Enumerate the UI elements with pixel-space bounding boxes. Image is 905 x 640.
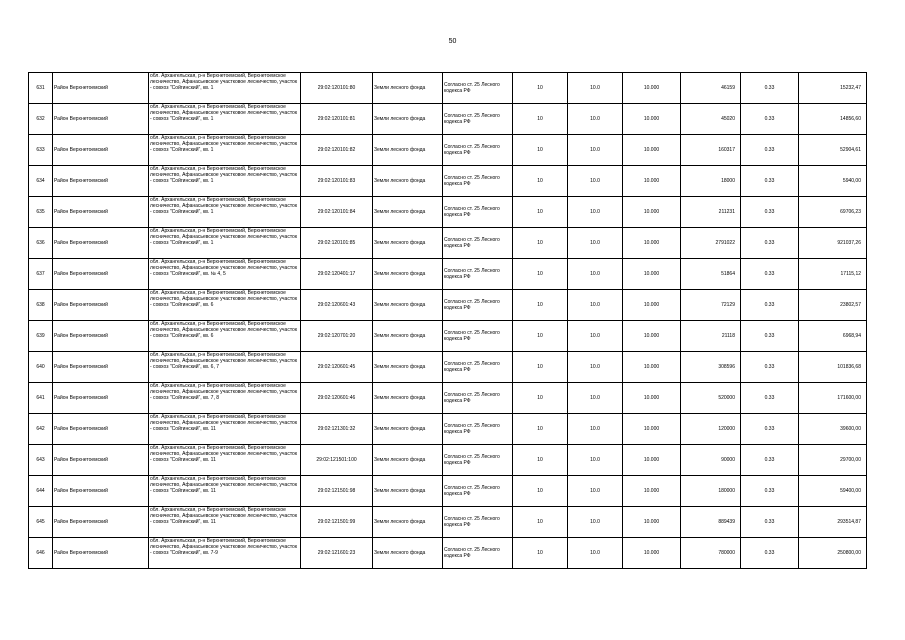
amount-cell: 5940,00 (799, 166, 867, 197)
table-row (29, 104, 867, 135)
value-cell-8: 10.0 (568, 321, 623, 352)
area-cell: 180000 (681, 476, 741, 507)
rate-cell: 0.33 (741, 166, 799, 197)
land-category-cell: Земли лесного фонда (373, 73, 443, 104)
value-cell-8: 10.0 (568, 414, 623, 445)
district-cell: Район Верхнетоемский (53, 290, 149, 321)
district-cell: Район Верхнетоемский (53, 538, 149, 569)
address-cell: обл. Архангельская, р-н Верхнетоемский, Верхнетоемское лесничество, Афанасьевское участковое лесничество, участок - совхоз "Сойгинский", кв. 7-9 (149, 538, 301, 569)
rate-cell: 0.33 (741, 228, 799, 259)
value-cell-9: 10.000 (623, 259, 681, 290)
value-cell-9: 10.000 (623, 414, 681, 445)
area-cell: 72129 (681, 290, 741, 321)
rate-cell: 0.33 (741, 476, 799, 507)
land-registry-table (28, 72, 867, 569)
rate-cell: 0.33 (741, 135, 799, 166)
row-number-cell: 645 (29, 507, 53, 538)
value-cell-7: 10 (513, 166, 568, 197)
legal-basis-cell: Согласно ст. 25 Лесного кодекса РФ (443, 166, 513, 197)
row-number-cell: 636 (29, 228, 53, 259)
cadastral-number-cell: 29:02:121501:98 (301, 476, 373, 507)
value-cell-7: 10 (513, 476, 568, 507)
amount-cell: 29700,00 (799, 445, 867, 476)
cadastral-number-cell: 29:02:120101:83 (301, 166, 373, 197)
value-cell-8: 10.0 (568, 507, 623, 538)
area-cell: 90000 (681, 445, 741, 476)
rate-cell: 0.33 (741, 414, 799, 445)
table-row (29, 228, 867, 259)
cadastral-number-cell: 29:02:121501:99 (301, 507, 373, 538)
cadastral-number-cell: 29:02:120101:81 (301, 104, 373, 135)
table-row (29, 290, 867, 321)
amount-cell: 39600,00 (799, 414, 867, 445)
row-number-cell: 640 (29, 352, 53, 383)
rate-cell: 0.33 (741, 197, 799, 228)
land-category-cell: Земли лесного фонда (373, 259, 443, 290)
district-cell: Район Верхнетоемский (53, 321, 149, 352)
district-cell: Район Верхнетоемский (53, 476, 149, 507)
address-cell: обл. Архангельская, р-н Верхнетоемский, Верхнетоемское лесничество, Афанасьевское участковое лесничество, участок - совхоз "Сойгинский", кв. 1 (149, 104, 301, 135)
address-cell: обл. Архангельская, р-н Верхнетоемский, Верхнетоемское лесничество, Афанасьевское участковое лесничество, участок - совхоз "Сойгинский", кв. 1 (149, 197, 301, 228)
row-number-cell: 637 (29, 259, 53, 290)
district-cell: Район Верхнетоемский (53, 383, 149, 414)
value-cell-9: 10.000 (623, 476, 681, 507)
district-cell: Район Верхнетоемский (53, 197, 149, 228)
value-cell-7: 10 (513, 383, 568, 414)
address-cell: обл. Архангельская, р-н Верхнетоемский, Верхнетоемское лесничество, Афанасьевское участковое лесничество, участок - совхоз "Сойгинский", кв. 6, 7 (149, 352, 301, 383)
table-row (29, 135, 867, 166)
row-number-cell: 634 (29, 166, 53, 197)
address-cell: обл. Архангельская, р-н Верхнетоемский, Верхнетоемское лесничество, Афанасьевское участковое лесничество, участок - совхоз "Сойгинский", кв. 6 (149, 321, 301, 352)
land-category-cell: Земли лесного фонда (373, 445, 443, 476)
table-row (29, 383, 867, 414)
address-cell: обл. Архангельская, р-н Верхнетоемский, Верхнетоемское лесничество, Афанасьевское участковое лесничество, участок - совхоз "Сойгинский", кв. 11 (149, 507, 301, 538)
value-cell-8: 10.0 (568, 445, 623, 476)
legal-basis-cell: Согласно ст. 25 Лесного кодекса РФ (443, 352, 513, 383)
address-cell: обл. Архангельская, р-н Верхнетоемский, Верхнетоемское лесничество, Афанасьевское участковое лесничество, участок - совхоз "Сойгинский", кв. 11 (149, 476, 301, 507)
value-cell-9: 10.000 (623, 507, 681, 538)
address-cell: обл. Архангельская, р-н Верхнетоемский, Верхнетоемское лесничество, Афанасьевское участковое лесничество, участок - совхоз "Сойгинский", кв. 11 (149, 445, 301, 476)
value-cell-8: 10.0 (568, 383, 623, 414)
district-cell: Район Верхнетоемский (53, 104, 149, 135)
legal-basis-cell: Согласно ст. 25 Лесного кодекса РФ (443, 104, 513, 135)
cadastral-number-cell: 29:02:121301:32 (301, 414, 373, 445)
legal-basis-cell: Согласно ст. 25 Лесного кодекса РФ (443, 383, 513, 414)
cadastral-number-cell: 29:02:120601:43 (301, 290, 373, 321)
table-row (29, 414, 867, 445)
value-cell-7: 10 (513, 197, 568, 228)
row-number-cell: 642 (29, 414, 53, 445)
area-cell: 211231 (681, 197, 741, 228)
district-cell: Район Верхнетоемский (53, 73, 149, 104)
row-number-cell: 633 (29, 135, 53, 166)
cadastral-number-cell: 29:02:120101:80 (301, 73, 373, 104)
legal-basis-cell: Согласно ст. 25 Лесного кодекса РФ (443, 476, 513, 507)
row-number-cell: 631 (29, 73, 53, 104)
address-cell: обл. Архангельская, р-н Верхнетоемский, Верхнетоемское лесничество, Афанасьевское участковое лесничество, участок - совхоз "Сойгинский", кв. 7, 8 (149, 383, 301, 414)
district-cell: Район Верхнетоемский (53, 259, 149, 290)
address-cell: обл. Архангельская, р-н Верхнетоемский, Верхнетоемское лесничество, Афанасьевское участковое лесничество, участок - совхоз "Сойгинский", кв. 1 (149, 228, 301, 259)
area-cell: 160317 (681, 135, 741, 166)
value-cell-9: 10.000 (623, 538, 681, 569)
land-category-cell: Земли лесного фонда (373, 538, 443, 569)
value-cell-9: 10.000 (623, 290, 681, 321)
cadastral-number-cell: 29:02:120101:84 (301, 197, 373, 228)
value-cell-8: 10.0 (568, 476, 623, 507)
cadastral-number-cell: 29:02:120701:20 (301, 321, 373, 352)
land-category-cell: Земли лесного фонда (373, 321, 443, 352)
address-cell: обл. Архангельская, р-н Верхнетоемский, Верхнетоемское лесничество, Афанасьевское участковое лесничество, участок - совхоз "Сойгинский", кв. 1 (149, 166, 301, 197)
value-cell-7: 10 (513, 445, 568, 476)
cadastral-number-cell: 29:02:120601:45 (301, 352, 373, 383)
table-row (29, 166, 867, 197)
row-number-cell: 646 (29, 538, 53, 569)
table-row (29, 321, 867, 352)
value-cell-7: 10 (513, 414, 568, 445)
area-cell: 2791022 (681, 228, 741, 259)
rate-cell: 0.33 (741, 290, 799, 321)
rate-cell: 0.33 (741, 538, 799, 569)
value-cell-7: 10 (513, 135, 568, 166)
amount-cell: 171600,00 (799, 383, 867, 414)
area-cell: 120000 (681, 414, 741, 445)
value-cell-8: 10.0 (568, 259, 623, 290)
district-cell: Район Верхнетоемский (53, 414, 149, 445)
legal-basis-cell: Согласно ст. 25 Лесного кодекса РФ (443, 135, 513, 166)
legal-basis-cell: Согласно ст. 25 Лесного кодекса РФ (443, 197, 513, 228)
cadastral-number-cell: 29:02:121601:23 (301, 538, 373, 569)
district-cell: Район Верхнетоемский (53, 507, 149, 538)
address-cell: обл. Архангельская, р-н Верхнетоемский, Верхнетоемское лесничество, Афанасьевское участковое лесничество, участок - совхоз "Сойгинский", кв. 11 (149, 414, 301, 445)
land-category-cell: Земли лесного фонда (373, 507, 443, 538)
row-number-cell: 639 (29, 321, 53, 352)
rate-cell: 0.33 (741, 104, 799, 135)
value-cell-8: 10.0 (568, 197, 623, 228)
land-category-cell: Земли лесного фонда (373, 476, 443, 507)
value-cell-7: 10 (513, 73, 568, 104)
land-category-cell: Земли лесного фонда (373, 352, 443, 383)
value-cell-8: 10.0 (568, 228, 623, 259)
area-cell: 889439 (681, 507, 741, 538)
district-cell: Район Верхнетоемский (53, 166, 149, 197)
rate-cell: 0.33 (741, 445, 799, 476)
value-cell-9: 10.000 (623, 73, 681, 104)
district-cell: Район Верхнетоемский (53, 445, 149, 476)
value-cell-7: 10 (513, 104, 568, 135)
row-number-cell: 643 (29, 445, 53, 476)
amount-cell: 52904,61 (799, 135, 867, 166)
district-cell: Район Верхнетоемский (53, 352, 149, 383)
cadastral-number-cell: 29:02:120101:85 (301, 228, 373, 259)
table-row (29, 73, 867, 104)
amount-cell: 6968,94 (799, 321, 867, 352)
area-cell: 520000 (681, 383, 741, 414)
legal-basis-cell: Согласно ст. 25 Лесного кодекса РФ (443, 414, 513, 445)
legal-basis-cell: Согласно ст. 25 Лесного кодекса РФ (443, 445, 513, 476)
land-category-cell: Земли лесного фонда (373, 383, 443, 414)
land-category-cell: Земли лесного фонда (373, 135, 443, 166)
amount-cell: 14856,60 (799, 104, 867, 135)
value-cell-7: 10 (513, 352, 568, 383)
amount-cell: 69706,23 (799, 197, 867, 228)
value-cell-8: 10.0 (568, 290, 623, 321)
value-cell-9: 10.000 (623, 135, 681, 166)
value-cell-9: 10.000 (623, 166, 681, 197)
rate-cell: 0.33 (741, 73, 799, 104)
amount-cell: 293514,87 (799, 507, 867, 538)
amount-cell: 921037,26 (799, 228, 867, 259)
row-number-cell: 635 (29, 197, 53, 228)
value-cell-8: 10.0 (568, 166, 623, 197)
legal-basis-cell: Согласно ст. 25 Лесного кодекса РФ (443, 290, 513, 321)
table-row (29, 538, 867, 569)
legal-basis-cell: Согласно ст. 25 Лесного кодекса РФ (443, 73, 513, 104)
amount-cell: 59400,00 (799, 476, 867, 507)
cadastral-number-cell: 29:02:120101:82 (301, 135, 373, 166)
legal-basis-cell: Согласно ст. 25 Лесного кодекса РФ (443, 538, 513, 569)
district-cell: Район Верхнетоемский (53, 135, 149, 166)
row-number-cell: 641 (29, 383, 53, 414)
amount-cell: 23802,57 (799, 290, 867, 321)
value-cell-9: 10.000 (623, 228, 681, 259)
row-number-cell: 644 (29, 476, 53, 507)
cadastral-number-cell: 29:02:120401:17 (301, 259, 373, 290)
value-cell-9: 10.000 (623, 445, 681, 476)
cadastral-number-cell: 29:02:121501:100 (301, 445, 373, 476)
table-body (29, 73, 867, 569)
area-cell: 51864 (681, 259, 741, 290)
value-cell-9: 10.000 (623, 104, 681, 135)
land-category-cell: Земли лесного фонда (373, 166, 443, 197)
address-cell: обл. Архангельская, р-н Верхнетоемский, Верхнетоемское лесничество, Афанасьевское участковое лесничество, участок - совхоз "Сойгинский", кв. 1 (149, 73, 301, 104)
amount-cell: 15232,47 (799, 73, 867, 104)
address-cell: обл. Архангельская, р-н Верхнетоемский, Верхнетоемское лесничество, Афанасьевское участковое лесничество, участок - совхоз "Сойгинский", кв. 6 (149, 290, 301, 321)
area-cell: 18000 (681, 166, 741, 197)
value-cell-7: 10 (513, 538, 568, 569)
land-category-cell: Земли лесного фонда (373, 290, 443, 321)
value-cell-9: 10.000 (623, 321, 681, 352)
area-cell: 780000 (681, 538, 741, 569)
value-cell-9: 10.000 (623, 197, 681, 228)
rate-cell: 0.33 (741, 321, 799, 352)
value-cell-9: 10.000 (623, 383, 681, 414)
table-row (29, 507, 867, 538)
rate-cell: 0.33 (741, 259, 799, 290)
value-cell-7: 10 (513, 259, 568, 290)
rate-cell: 0.33 (741, 507, 799, 538)
land-category-cell: Земли лесного фонда (373, 414, 443, 445)
page-number: 50 (448, 38, 457, 45)
amount-cell: 250800,00 (799, 538, 867, 569)
legal-basis-cell: Согласно ст. 25 Лесного кодекса РФ (443, 321, 513, 352)
legal-basis-cell: Согласно ст. 25 Лесного кодекса РФ (443, 259, 513, 290)
amount-cell: 101836,68 (799, 352, 867, 383)
area-cell: 45020 (681, 104, 741, 135)
area-cell: 21118 (681, 321, 741, 352)
value-cell-7: 10 (513, 290, 568, 321)
value-cell-7: 10 (513, 228, 568, 259)
value-cell-8: 10.0 (568, 538, 623, 569)
row-number-cell: 638 (29, 290, 53, 321)
legal-basis-cell: Согласно ст. 25 Лесного кодекса РФ (443, 228, 513, 259)
address-cell: обл. Архангельская, р-н Верхнетоемский, Верхнетоемское лесничество, Афанасьевское участковое лесничество, участок - совхоз "Сойгинский", кв. № 4, 5 (149, 259, 301, 290)
table-row (29, 259, 867, 290)
amount-cell: 17115,12 (799, 259, 867, 290)
address-cell: обл. Архангельская, р-н Верхнетоемский, Верхнетоемское лесничество, Афанасьевское участковое лесничество, участок - совхоз "Сойгинский", кв. 1 (149, 135, 301, 166)
district-cell: Район Верхнетоемский (53, 228, 149, 259)
value-cell-8: 10.0 (568, 135, 623, 166)
table-row (29, 197, 867, 228)
land-category-cell: Земли лесного фонда (373, 228, 443, 259)
value-cell-8: 10.0 (568, 73, 623, 104)
rate-cell: 0.33 (741, 383, 799, 414)
table-row (29, 352, 867, 383)
table-row (29, 445, 867, 476)
value-cell-8: 10.0 (568, 352, 623, 383)
area-cell: 46159 (681, 73, 741, 104)
cadastral-number-cell: 29:02:120601:46 (301, 383, 373, 414)
value-cell-8: 10.0 (568, 104, 623, 135)
rate-cell: 0.33 (741, 352, 799, 383)
row-number-cell: 632 (29, 104, 53, 135)
land-category-cell: Земли лесного фонда (373, 104, 443, 135)
area-cell: 308596 (681, 352, 741, 383)
value-cell-9: 10.000 (623, 352, 681, 383)
value-cell-7: 10 (513, 321, 568, 352)
land-category-cell: Земли лесного фонда (373, 197, 443, 228)
legal-basis-cell: Согласно ст. 25 Лесного кодекса РФ (443, 507, 513, 538)
table-row (29, 476, 867, 507)
value-cell-7: 10 (513, 507, 568, 538)
